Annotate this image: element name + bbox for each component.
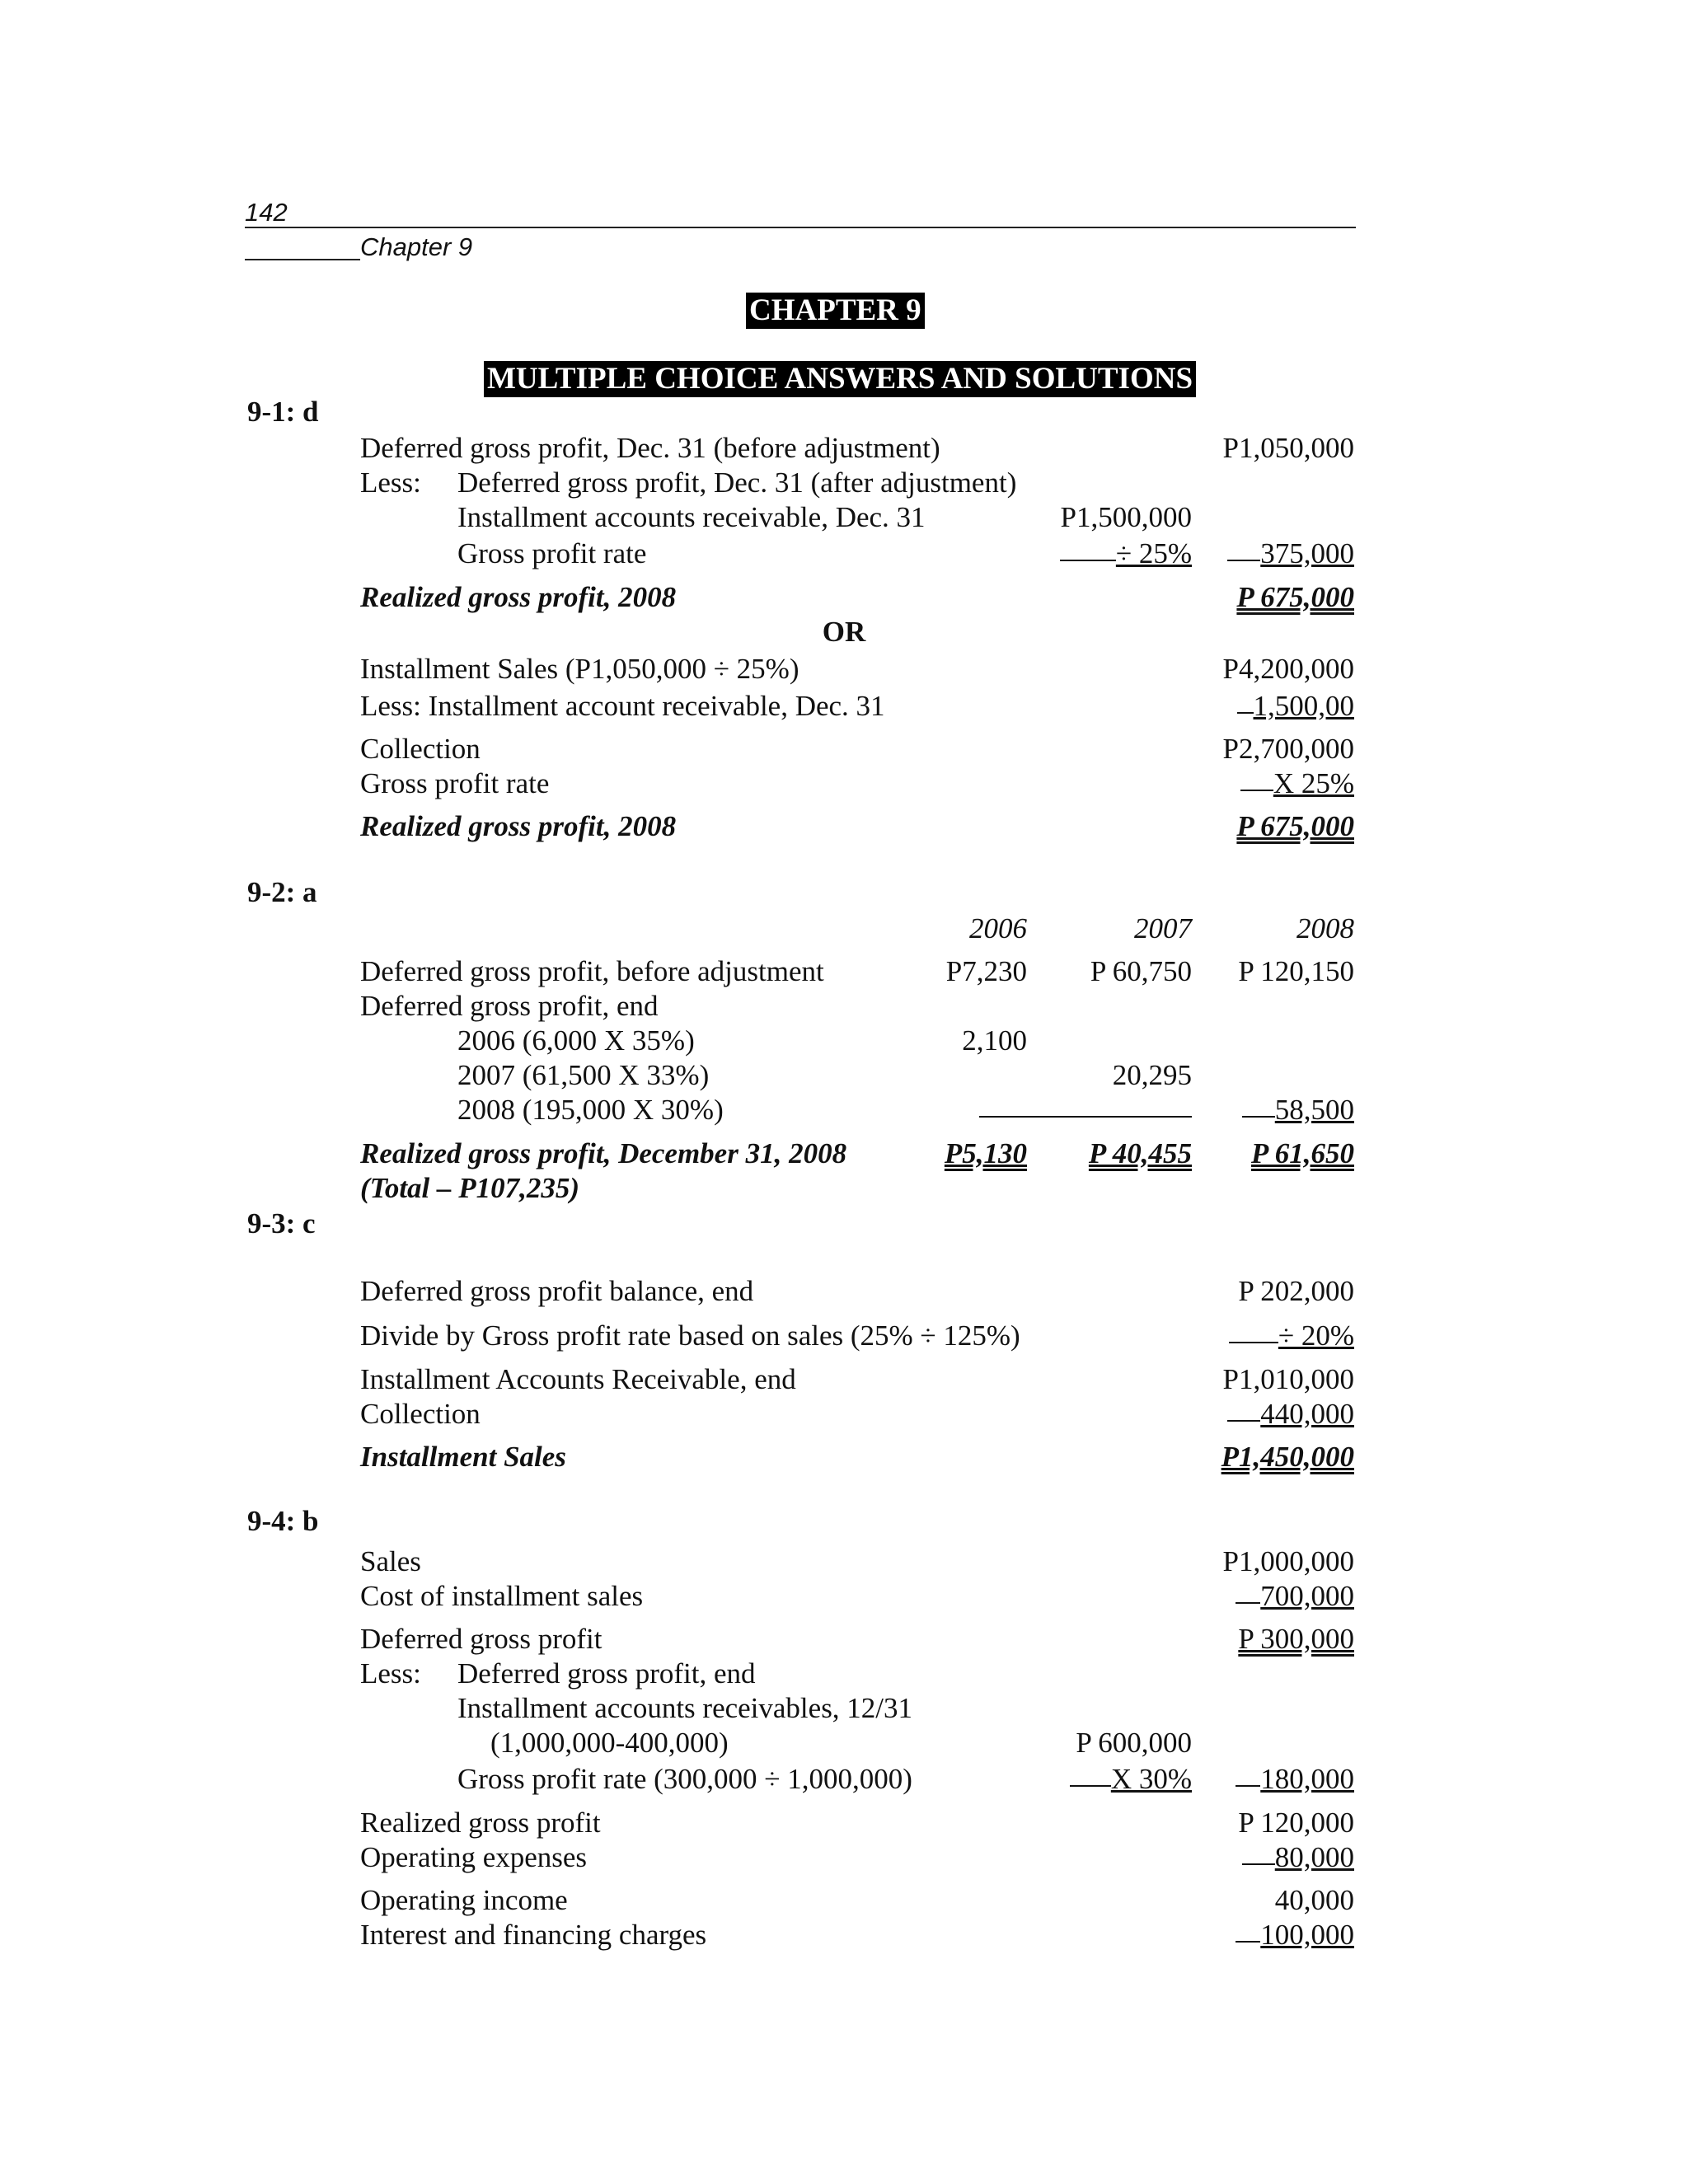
q3-value-2: ÷ 20%	[1278, 1319, 1354, 1352]
q4-value-9: 80,000	[1274, 1841, 1354, 1873]
q4-row-4	[0, 1656, 1688, 1692]
q1-row-2	[0, 465, 1688, 501]
q2-label-6: Realized gross profit, December 31, 2008	[360, 1137, 847, 1169]
q4-label-7: Gross profit rate (300,000 ÷ 1,000,000)	[457, 1763, 912, 1795]
q1-value-9: X 25%	[1273, 767, 1354, 799]
q1-row-6	[0, 651, 1688, 687]
q2-row-1	[0, 954, 1688, 990]
q2-year-2006: 2006	[969, 912, 1027, 944]
q4-value-3: P 300,000	[1238, 1623, 1354, 1655]
q2-value-4: 20,295	[1112, 1059, 1192, 1091]
q1-label-5: Realized gross profit, 2008	[360, 581, 677, 613]
q2-label-2: Deferred gross profit, end	[360, 990, 659, 1022]
q1-row-9	[0, 766, 1688, 802]
q4-row-2	[0, 1578, 1688, 1615]
header-rule-top	[245, 227, 1356, 228]
header-rule-short	[245, 259, 360, 260]
answer-9-1: 9-1: d	[247, 396, 319, 428]
q1-label-1: Deferred gross profit, Dec. 31 (before adjustment)	[360, 432, 940, 464]
chapter-title: CHAPTER 9	[746, 293, 925, 329]
q1-label-9: Gross profit rate	[360, 767, 550, 799]
q2-value-3: 2,100	[962, 1024, 1027, 1057]
q4-value-7b: 180,000	[1260, 1763, 1354, 1795]
q1-deferred-value: 375,000	[1260, 537, 1354, 569]
q4-opex	[1242, 1840, 1354, 1876]
q1-or-row	[0, 614, 1688, 650]
q2-row-3	[0, 1023, 1688, 1059]
q2-dgp-2008	[1242, 1092, 1354, 1128]
q2-value-1-2007: P 60,750	[1090, 955, 1192, 987]
q3-label-4: Collection	[360, 1398, 481, 1430]
q4-row-9	[0, 1840, 1688, 1876]
q2-value-1-2006: P7,230	[945, 955, 1027, 987]
q4-value-11: 100,000	[1260, 1919, 1354, 1951]
q3-collection	[1227, 1396, 1354, 1432]
q1-or: OR	[822, 616, 866, 648]
q4-row-8	[0, 1805, 1688, 1841]
q2-value-6-2008: P 61,650	[1250, 1137, 1354, 1169]
q3-row-3	[0, 1361, 1688, 1398]
q3-row-2	[0, 1318, 1688, 1354]
q4-label-8: Realized gross profit	[360, 1807, 601, 1839]
q1-label-8: Collection	[360, 733, 481, 765]
q1-rate	[1060, 536, 1192, 572]
page-number: 142	[245, 198, 288, 227]
q2-year-2008: 2008	[1296, 912, 1354, 944]
q1-value-1: P1,050,000	[1222, 432, 1354, 464]
q3-label-2: Divide by Gross profit rate based on sales (25% ÷ 125%)	[360, 1319, 1020, 1352]
q3-value-4: 440,000	[1260, 1398, 1354, 1430]
q4-label-2: Cost of installment sales	[360, 1580, 644, 1612]
q4-row-1	[0, 1544, 1688, 1580]
q4-row-6	[0, 1725, 1688, 1761]
q3-rate	[1229, 1318, 1354, 1354]
q4-row-5	[0, 1690, 1688, 1727]
q1-label-6: Installment Sales (P1,050,000 ÷ 25%)	[360, 653, 799, 685]
q4-label-11: Interest and financing charges	[360, 1919, 707, 1951]
answer-9-3: 9-3: c	[247, 1207, 316, 1240]
q1-value-3: P1,500,000	[1060, 501, 1192, 533]
q2-blank-2007	[1027, 1092, 1192, 1128]
q2-value-5: 58,500	[1274, 1094, 1354, 1126]
q1-row-5	[0, 579, 1688, 616]
q2-value-6-2006: P5,130	[944, 1137, 1027, 1169]
q2-blank-2006	[979, 1092, 1027, 1128]
answer-9-2: 9-2: a	[247, 876, 317, 908]
q2-row-4	[0, 1057, 1688, 1094]
q1-value-6: P4,200,000	[1222, 653, 1354, 685]
q3-value-3: P1,010,000	[1222, 1363, 1354, 1395]
q1-row-8	[0, 731, 1688, 767]
q2-label-4: 2007 (61,500 X 33%)	[457, 1059, 710, 1091]
q2-row-2	[0, 988, 1688, 1024]
q2-label-5: 2008 (195,000 X 30%)	[457, 1094, 724, 1126]
q2-year-header	[0, 911, 1688, 947]
q4-label-5: Installment accounts receivables, 12/31	[457, 1692, 913, 1724]
q4-value-10: 40,000	[1274, 1884, 1354, 1916]
q1-value-7: 1,500,00	[1253, 690, 1354, 722]
q3-row-4	[0, 1396, 1688, 1432]
q1-less-label: Less:	[360, 466, 421, 499]
q1-label-2: Deferred gross profit, Dec. 31 (after adjustment)	[457, 466, 1017, 499]
q2-label-1: Deferred gross profit, before adjustment	[360, 955, 824, 987]
q4-label-10: Operating income	[360, 1884, 568, 1916]
q2-label-3: 2006 (6,000 X 35%)	[457, 1024, 695, 1057]
q4-row-11	[0, 1917, 1688, 1953]
q4-cost	[1236, 1578, 1354, 1615]
q3-row-1	[0, 1273, 1688, 1310]
q2-value-1-2008: P 120,150	[1238, 955, 1354, 987]
q1-row-4	[0, 536, 1688, 572]
q1-ar	[1237, 688, 1355, 724]
q1-row-3	[0, 499, 1688, 536]
q2-row-7	[0, 1170, 1688, 1207]
q3-label-1: Deferred gross profit balance, end	[360, 1275, 754, 1307]
q2-label-7: (Total – P107,235)	[360, 1172, 580, 1204]
q1-label-10: Realized gross profit, 2008	[360, 810, 677, 842]
q3-value-5: P1,450,000	[1221, 1441, 1354, 1473]
q1-rate-value: ÷ 25%	[1115, 537, 1192, 569]
q1-value-5: P 675,000	[1236, 581, 1354, 613]
q1-value-10: P 675,000	[1236, 810, 1354, 842]
q4-value-2: 700,000	[1260, 1580, 1354, 1612]
answer-9-4: 9-4: b	[247, 1505, 319, 1537]
q2-value-6-2007: P 40,455	[1088, 1137, 1192, 1169]
q1-deferred	[1227, 536, 1354, 572]
q1-row-10	[0, 808, 1688, 845]
q3-row-5	[0, 1439, 1688, 1475]
q1-row-1	[0, 430, 1688, 466]
q4-label-3: Deferred gross profit	[360, 1623, 603, 1655]
q4-label-1: Sales	[360, 1545, 421, 1577]
q4-label-9: Operating expenses	[360, 1841, 588, 1873]
q1-label-3: Installment accounts receivable, Dec. 31	[457, 501, 926, 533]
q4-value-6: P 600,000	[1076, 1727, 1192, 1759]
q3-label-5: Installment Sales	[360, 1441, 566, 1473]
q3-value-1: P 202,000	[1238, 1275, 1354, 1307]
q4-value-8: P 120,000	[1238, 1807, 1354, 1839]
q4-value-7a: X 30%	[1110, 1763, 1192, 1795]
q4-row-10	[0, 1882, 1688, 1919]
q4-row-7	[0, 1761, 1688, 1797]
q2-year-2007: 2007	[1134, 912, 1192, 944]
q1-value-8: P2,700,000	[1222, 733, 1354, 765]
q4-label-4: Deferred gross profit, end	[457, 1657, 756, 1690]
q2-row-5	[0, 1092, 1688, 1128]
q4-less-label: Less:	[360, 1657, 421, 1690]
q1-gp-rate	[1240, 766, 1354, 802]
q4-deferred-end	[1236, 1761, 1354, 1797]
q4-label-6: (1,000,000-400,000)	[490, 1727, 729, 1759]
q1-label-4: Gross profit rate	[457, 537, 647, 569]
q4-value-1: P1,000,000	[1222, 1545, 1354, 1577]
q4-rate	[1070, 1761, 1192, 1797]
q4-row-3	[0, 1621, 1688, 1657]
q1-row-7	[0, 688, 1688, 724]
q4-interest	[1236, 1917, 1354, 1953]
q2-row-6	[0, 1136, 1688, 1172]
section-title: MULTIPLE CHOICE ANSWERS AND SOLUTIONS	[484, 361, 1196, 397]
chapter-label: Chapter 9	[360, 232, 473, 261]
q1-label-7: Less: Installment account receivable, Dec. 31	[360, 690, 885, 722]
q3-label-3: Installment Accounts Receivable, end	[360, 1363, 796, 1395]
